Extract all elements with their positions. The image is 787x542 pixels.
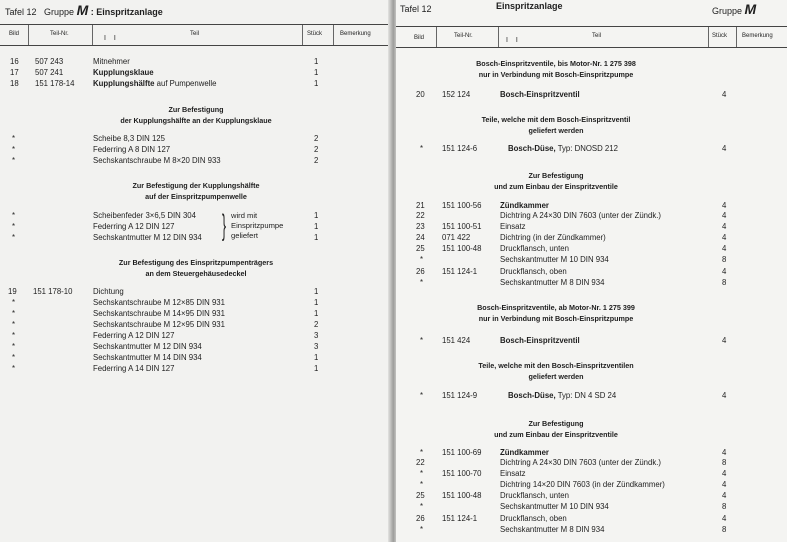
row-bild: * [12,233,16,242]
row-desc: Bosch-Düse, Typ: DN 4 SD 24 [508,391,617,400]
table-row [0,320,392,330]
row-bild: 26 [416,267,425,276]
table-row [396,502,787,512]
row-qty: 8 [722,458,727,467]
row-bild: 17 [10,68,19,77]
table-row [396,480,787,490]
table-row [396,211,787,221]
table-row [0,134,392,144]
row-bild: 19 [8,287,17,296]
table-row [396,222,787,232]
row-qty: 3 [314,342,319,351]
table-row [396,448,787,458]
table-row [0,222,392,232]
row-qty: 1 [314,309,319,318]
row-teil-nr: 151 100-56 [442,201,482,210]
row-bild: * [12,222,16,231]
row-qty: 4 [722,201,727,210]
row-qty: 4 [722,480,727,489]
row-desc: Dichtung [93,287,124,296]
column-header-row [0,24,392,46]
section-heading: Zur Befestigung und zum Einbau der Einspritzventile [494,171,618,191]
row-desc: Sechskantmutter M 8 DIN 934 [500,525,605,534]
gruppe-letter: M [76,2,89,18]
row-bild: * [12,364,16,373]
left-page-header [5,2,163,18]
row-bild: 25 [416,491,425,500]
gruppe-label: Gruppe [44,7,75,17]
row-bild: * [420,502,424,511]
row-qty: 2 [314,134,319,143]
row-qty: 8 [722,278,727,287]
row-bild: * [12,134,16,143]
row-desc: Scheibe 8,3 DIN 125 [93,134,165,143]
row-bild: 25 [416,244,425,253]
section-heading: Bosch-Einspritzventile, ab Motor-Nr. 1 275 399 nur in Verbindung mit Bosch-Einspritzpumpe [477,303,635,323]
page-title: : Einspritzanlage [90,7,163,17]
row-qty: 1 [314,298,319,307]
row-bild: * [12,320,16,329]
row-desc: Federring A 12 DIN 127 [93,222,175,231]
row-desc: Kupplungshälfte auf Pumpenwelle [93,79,217,88]
row-qty: 4 [722,448,727,457]
row-desc: Federring A 8 DIN 127 [93,145,171,154]
row-desc: Federring A 12 DIN 127 [93,331,175,340]
row-bild: * [420,278,424,287]
table-row [396,244,787,254]
row-bild: * [12,342,16,351]
row-desc: Druckflansch, unten [500,491,569,500]
row-desc: Scheibenfeder 3×6,5 DIN 304 [93,211,196,220]
row-desc: Dichtring 14×20 DIN 7603 (in der Zündkammer) [500,480,665,489]
row-desc: Dichtring (in der Zündkammer) [500,233,606,242]
row-qty: 1 [314,353,319,362]
row-bild: * [420,144,424,153]
row-bild: * [420,448,424,457]
table-row [0,79,392,89]
row-desc: Sechskantmutter M 10 DIN 934 [500,255,609,264]
table-row [396,267,787,277]
row-desc: Druckflansch, unten [500,244,569,253]
column-header-row [396,26,787,48]
table-row [0,211,392,221]
row-qty: 8 [722,255,727,264]
col-bemerkung: Bemerkung [340,31,371,37]
row-qty: 1 [314,211,319,220]
section-heading: Bosch-Einspritzventile, bis Motor-Nr. 1 275 398 nur in Verbindung mit Bosch-Einspritzpumpe [476,59,636,79]
brace-glyph: } [222,209,227,242]
row-qty: 1 [314,79,319,88]
row-teil-nr: 151 100-48 [442,244,482,253]
row-qty: 4 [722,211,727,220]
row-teil-nr: 507 243 [35,57,64,66]
row-qty: 2 [314,145,319,154]
row-bild: * [12,145,16,154]
row-bild: 20 [416,90,425,99]
row-teil-nr: 151 424 [442,336,471,345]
gruppe-letter: M [744,1,757,17]
row-teil-nr: 152 124 [442,90,471,99]
table-row [396,391,787,401]
row-bild: 21 [416,201,425,210]
row-desc: Sechskantschraube M 12×85 DIN 931 [93,298,225,307]
row-bild: * [12,309,16,318]
row-qty: 4 [722,267,727,276]
row-qty: 1 [314,68,319,77]
table-row [396,491,787,501]
row-bild: 23 [416,222,425,231]
table-row [396,458,787,468]
row-bild: 24 [416,233,425,242]
table-row [396,336,787,346]
table-row [0,156,392,166]
row-desc: Zündkammer [500,201,549,210]
section-heading: Zur Befestigung der Kupplungshälfte auf der Einspritzpumpenwelle [132,181,260,201]
row-teil-nr: 151 124-1 [442,514,478,523]
right-gruppe: Gruppe M [712,1,757,17]
row-bild: * [420,255,424,264]
row-qty: 1 [314,57,319,66]
table-row [0,342,392,352]
table-row [0,233,392,243]
table-row [0,353,392,363]
row-qty: 3 [314,331,319,340]
col-teil-nr: Teil-Nr. [50,31,69,37]
col-teil: Teil [190,31,200,37]
row-bild: * [420,469,424,478]
row-teil-nr: 151 178-14 [35,79,75,88]
row-qty: 4 [722,233,727,242]
row-bild: * [12,156,16,165]
row-qty: 8 [722,525,727,534]
row-desc: Sechskantschraube M 14×95 DIN 931 [93,309,225,318]
table-row [396,233,787,243]
row-teil-nr: 071 422 [442,233,471,242]
table-row [396,469,787,479]
col-ticks: I I [104,35,119,42]
row-bild: 16 [10,57,19,66]
table-row [0,57,392,67]
section-heading: Zur Befestigung der Kupplungshälfte an der Kupplungsklaue [120,105,272,125]
row-qty: 1 [314,287,319,296]
section-heading: Teile, welche mit dem Bosch-Einspritzventil geliefert werden [481,115,631,135]
table-row [396,144,787,154]
col-bemerkung: Bemerkung [742,33,773,39]
left-page [0,0,392,542]
col-teil: Teil [592,33,602,39]
table-row [0,287,392,297]
row-qty: 2 [314,320,319,329]
row-qty: 4 [722,336,727,345]
row-desc: Mitnehmer [93,57,130,66]
col-teil-nr: Teil-Nr. [454,33,473,39]
table-row [0,309,392,319]
right-tafel: Tafel 12 [400,4,432,14]
table-row [0,298,392,308]
table-row [396,90,787,100]
row-desc: Sechskantschraube M 8×20 DIN 933 [93,156,221,165]
row-desc: Sechskantmutter M 10 DIN 934 [500,502,609,511]
row-teil-nr: 151 124-9 [442,391,478,400]
right-page [396,0,787,542]
brace-note: wird mit Einspritzpumpe geliefert [231,211,284,240]
row-teil-nr: 151 124-6 [442,144,478,153]
row-qty: 4 [722,222,727,231]
row-desc: Federring A 14 DIN 127 [93,364,175,373]
row-desc: Zündkammer [500,448,549,457]
row-qty: 4 [722,144,727,153]
row-bild: * [12,211,16,220]
table-row [0,364,392,374]
col-bild: Bild [414,35,425,41]
right-page-title: Einspritzanlage [496,1,563,11]
row-teil-nr: 151 100-70 [442,469,482,478]
table-row [0,331,392,341]
row-desc: Sechskantmutter M 14 DIN 934 [93,353,202,362]
row-desc: Dichtring A 24×30 DIN 7603 (unter der Zündk.) [500,458,662,467]
row-qty: 4 [722,90,727,99]
table-row [396,255,787,265]
row-desc: Bosch-Einspritzventil [500,90,580,99]
row-qty: 8 [722,502,727,511]
col-stueck: Stück [712,33,728,39]
row-qty: 4 [722,469,727,478]
row-qty: 1 [314,233,319,242]
row-teil-nr: 507 241 [35,68,64,77]
row-qty: 4 [722,514,727,523]
row-qty: 1 [314,364,319,373]
row-desc: Druckflansch, oben [500,514,567,523]
row-desc: Sechskantmutter M 12 DIN 934 [93,233,202,242]
row-teil-nr: 151 100-51 [442,222,482,231]
row-qty: 4 [722,491,727,500]
col-bild: Bild [9,31,20,37]
table-row [396,278,787,288]
row-desc: Sechskantschraube M 12×95 DIN 931 [93,320,225,329]
row-desc: Einsatz [500,222,526,231]
row-teil-nr: 151 124-1 [442,267,478,276]
row-bild: * [12,353,16,362]
row-bild: * [12,298,16,307]
row-bild: * [420,525,424,534]
row-desc: Dichtring A 24×30 DIN 7603 (unter der Zündk.) [500,211,662,220]
row-teil-nr: 151 100-69 [442,448,482,457]
col-stueck: Stück [307,31,323,37]
row-desc: Sechskantmutter M 8 DIN 934 [500,278,605,287]
col-ticks: I I [506,37,521,44]
row-desc: Bosch-Einspritzventil [500,336,580,345]
row-bild: * [420,480,424,489]
table-row [396,201,787,211]
row-qty: 1 [314,222,319,231]
row-qty: 4 [722,391,727,400]
table-row [0,145,392,155]
section-heading: Zur Befestigung und zum Einbau der Einspritzventile [494,419,618,439]
row-bild: * [420,391,424,400]
section-heading: Zur Befestigung des Einspritzpumpenträgers an dem Steuergehäusedeckel [118,258,274,278]
table-row [0,68,392,78]
row-qty: 2 [314,156,319,165]
row-bild: * [420,336,424,345]
row-teil-nr: 151 100-48 [442,491,482,500]
section-heading: Teile, welche mit den Bosch-Einspritzventilen geliefert werden [478,361,634,381]
row-desc: Sechskantmutter M 12 DIN 934 [93,342,202,351]
row-desc: Druckflansch, oben [500,267,567,276]
table-row [396,514,787,524]
row-bild: 26 [416,514,425,523]
row-desc: Bosch-Düse, Typ: DNOSD 212 [508,144,618,153]
row-teil-nr: 151 178-10 [33,287,73,296]
row-bild: 22 [416,458,425,467]
row-bild: 22 [416,211,425,220]
row-bild: * [12,331,16,340]
row-desc: Kupplungsklaue [93,68,154,77]
row-desc: Einsatz [500,469,526,478]
table-row [396,525,787,535]
row-bild: 18 [10,79,19,88]
tafel-label: Tafel 12 [5,7,37,17]
row-qty: 4 [722,244,727,253]
